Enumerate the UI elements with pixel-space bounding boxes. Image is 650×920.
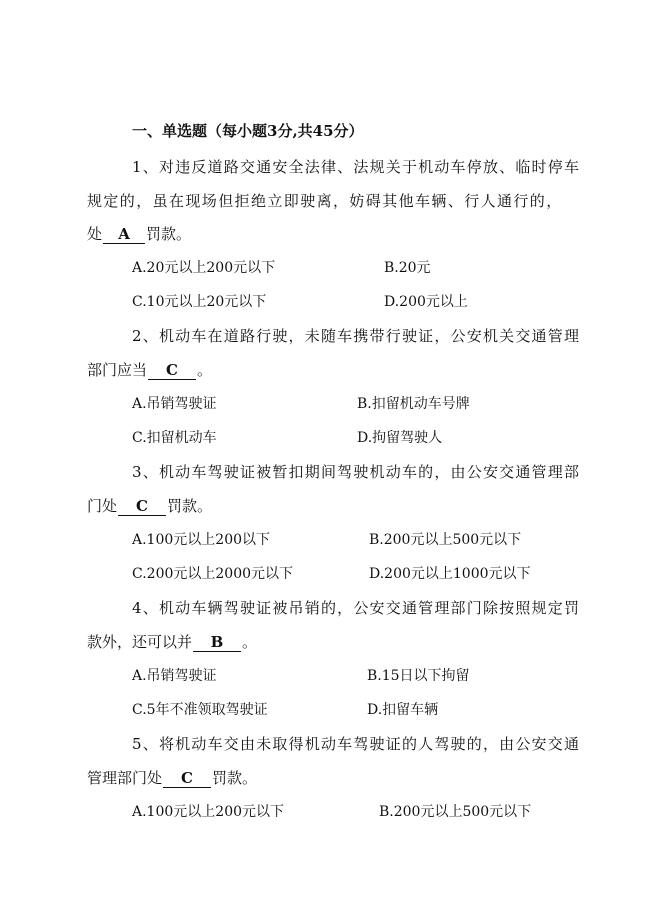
question-2-suffix: 。	[197, 361, 213, 379]
question-5-prefix: 管理部门处	[87, 769, 163, 787]
question-1-line-1: 1、对违反道路交通安全法律、法规关于机动车停放、临时停车	[132, 158, 581, 176]
question-1-answer: A	[103, 226, 145, 244]
question-4-prefix: 款外，还可以并	[87, 633, 193, 651]
question-3-stem-end	[87, 496, 212, 516]
question-1-option-a: A.20元以上200元以下	[132, 260, 276, 276]
question-1-option-d: D.200元以上	[384, 294, 468, 310]
question-3-answer: C	[118, 498, 166, 516]
question-4-option-c: C.5年不准领取驾驶证	[132, 702, 268, 718]
question-2-option-b: B.扣留机动车号牌	[357, 396, 470, 412]
question-1-suffix: 罚款。	[146, 225, 192, 243]
question-5-option-a: A.100元以上200元以下	[132, 804, 285, 820]
question-2-line-1: 2、机动车在道路行驶，未随车携带行驶证，公安机关交通管理	[132, 327, 581, 345]
question-4-suffix: 。	[242, 633, 258, 651]
question-5-answer: C	[163, 770, 211, 788]
question-2-prefix: 部门应当	[87, 361, 148, 379]
question-4-option-a: A.吊销驾驶证	[132, 668, 217, 684]
question-2-option-a: A.吊销驾驶证	[132, 396, 217, 412]
question-1-prefix: 处	[87, 225, 103, 243]
question-5-line-1: 5、将机动车交由未取得机动车驾驶证的人驾驶的，由公安交通	[132, 735, 581, 753]
question-1-line-2: 规定的，虽在现场但拒绝立即驶离，妨碍其他车辆、行人通行的，	[87, 192, 563, 210]
question-5-suffix: 罚款。	[212, 769, 258, 787]
question-4-answer: B	[193, 634, 241, 652]
question-5-stem-end	[87, 768, 257, 788]
question-4-option-d: D.扣留车辆	[367, 702, 439, 718]
question-1-option-b: B.20元	[384, 260, 431, 276]
question-2-answer: C	[148, 362, 196, 380]
question-3-prefix: 门处	[87, 497, 118, 515]
question-1-stem-end	[87, 224, 191, 244]
question-2-stem-end	[87, 360, 212, 380]
question-3-suffix: 罚款。	[167, 497, 213, 515]
question-3-option-b: B.200元以上500元以下	[369, 532, 522, 548]
question-3-line-1: 3、机动车驾驶证被暂扣期间驾驶机动车的，由公安交通管理部	[132, 463, 581, 481]
question-3-option-d: D.200元以上1000元以下	[369, 566, 531, 582]
question-1-option-c: C.10元以上20元以下	[132, 294, 267, 310]
question-4-option-b: B.15日以下拘留	[367, 668, 470, 684]
question-5-option-b: B.200元以上500元以下	[379, 804, 532, 820]
question-3-option-a: A.100元以上200以下	[132, 532, 271, 548]
question-2-option-c: C.扣留机动车	[132, 430, 217, 446]
section-title: 一、单选题（每小题3分,共45分）	[132, 122, 364, 140]
question-3-option-c: C.200元以上2000元以下	[132, 566, 294, 582]
question-4-stem-end	[87, 632, 257, 652]
question-4-line-1: 4、机动车辆驾驶证被吊销的，公安交通管理部门除按照规定罚	[132, 599, 581, 617]
question-2-option-d: D.拘留驾驶人	[357, 430, 443, 446]
